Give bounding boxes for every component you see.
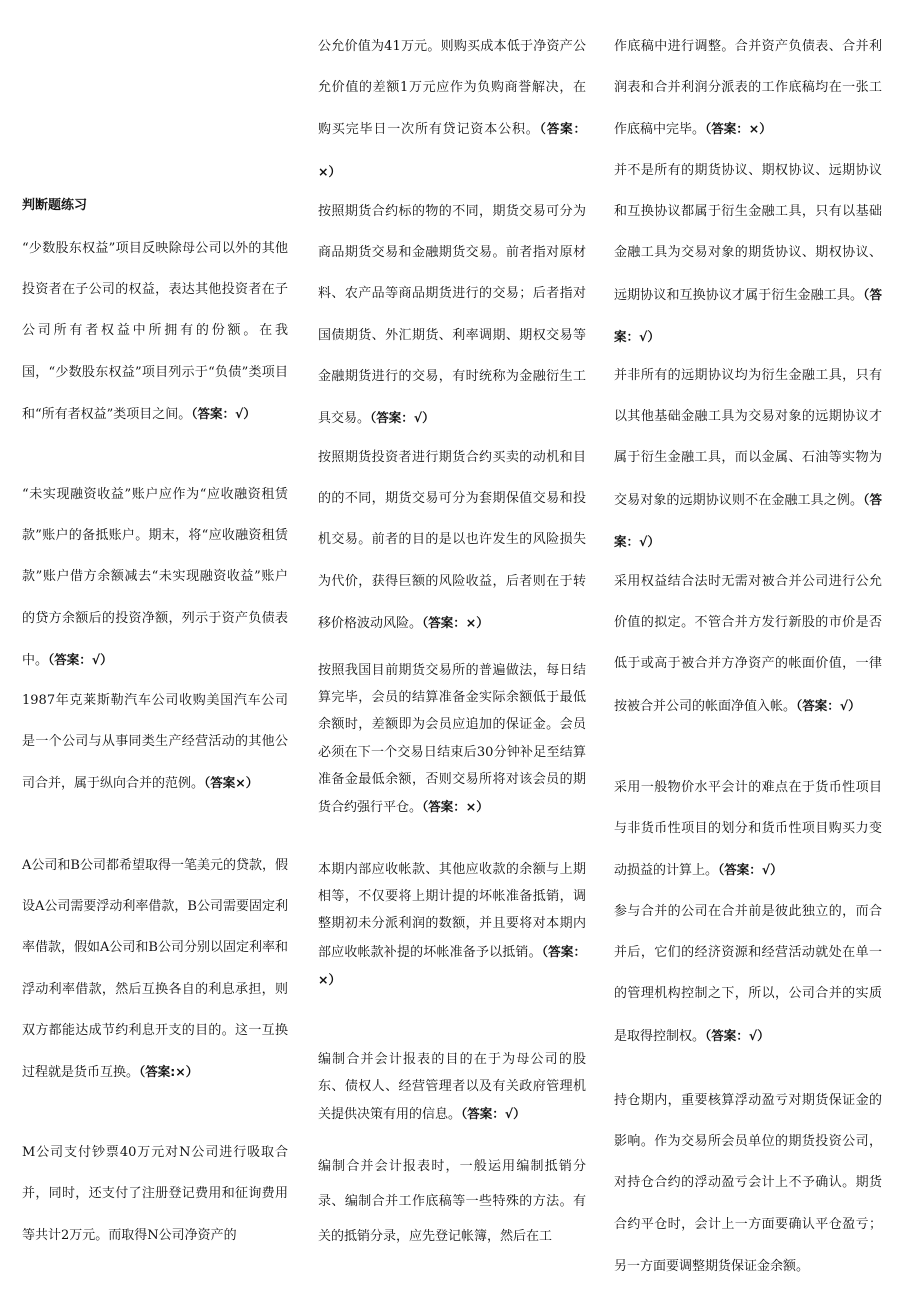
question-text: “少数股东权益”项目反映除母公司以外的其他投资者在子公司的权益，表达其他投资者在子公司所有者权益中所拥有的份额。在我国，“少数股东权益”项目列示于“负债”类项目和“所有者权益”类项目之间。 xyxy=(22,241,288,422)
answer-label: （答案：×） xyxy=(318,943,586,987)
question-item xyxy=(318,26,586,193)
answer-label: （答案：√） xyxy=(705,1027,770,1043)
question-text: 采用权益结合法时无需对被合并公司进行公允价值的拟定。不管合并方发行新股的市价是否低于或高于被合并方净资产的帐面价值，一律按被合并公司的帐面净值入帐。 xyxy=(614,574,882,714)
question-text: 编制合并会计报表时，一般运用编制抵销分录、编制合并工作底稿等一些特殊的方法。有关的抵销分录，应先登记帐簿，然后在工 xyxy=(318,1159,586,1244)
question-item xyxy=(318,1150,586,1255)
answer-label: （答案：×） xyxy=(422,799,489,815)
answer-label: （答案：√） xyxy=(48,651,113,667)
question-text: 按照期货合约标的物的不同，期货交易可分为商品期货交易和金融期货交易。前者指对原材料、农产品等商品期货进行的交易；后者指对国债期货、外汇期货、利率调期、期权交易等金融期货进行的交易，有时统称为金融衍生工具交易。 xyxy=(318,204,586,427)
question-item xyxy=(318,191,586,439)
answer-label: （答案：√） xyxy=(718,862,783,878)
question-item xyxy=(318,437,586,644)
question-item xyxy=(318,657,586,821)
answer-label: （答案×） xyxy=(204,775,259,791)
question-text: 公允价值为41万元。则购买成本低于净资产公允价值的差额1万元应作为负购商誉解决，在购买完毕日一次所有贷记资本公积。 xyxy=(318,39,586,138)
question-item xyxy=(22,474,288,681)
question-text: 参与合并的公司在合并前是彼此独立的，而合并后，它们的经济资源和经营活动就处在单一的管理机构控制之下，所以，公司合并的实质是取得控制权。 xyxy=(614,904,882,1044)
question-item xyxy=(614,767,882,892)
question-text: 并非所有的远期协议均为衍生金融工具，只有以其他基础金融工具为交易对象的远期协议才属于衍生金融工具，而以金属、石油等实物为交易对象的远期协议则不在金融工具之例。 xyxy=(614,368,882,508)
question-text: 按照期货投资者进行期货合约买卖的动机和目的的不同，期货交易可分为套期保值交易和投机交易。前者的目的是以也许发生的风险损失为代价，获得巨额的风险收益，后者则在于转移价格波动风险。 xyxy=(318,450,586,631)
question-item xyxy=(614,1080,882,1287)
question-text: 编制合并会计报表的目的在于为母公司的股东、债权人、经营管理者以及有关政府管理机关提供决策有用的信息。 xyxy=(318,1052,586,1123)
question-item xyxy=(22,228,288,435)
question-text: M公司支付钞票40万元对N公司进行吸取合并，同时，还支付了注册登记费用和征询费用等共计2万元。而取得N公司净资产的 xyxy=(22,1145,288,1244)
question-item xyxy=(614,561,882,727)
question-text: 作底稿中进行调整。合并资产负债表、合并利润表和合并利润分派表的工作底稿均在一张工作底稿中完毕。 xyxy=(614,39,882,138)
question-item xyxy=(614,355,882,563)
question-text: “未实现融资收益”账户应作为“应收融资租赁款”账户的备抵账户。期末，将“应收融资租赁款”账户借方余额减去“未实现融资收益”账户的贷方余额后的投资净额，列示于资产负债表中。 xyxy=(22,487,288,668)
question-text: 持仓期内，重要核算浮动盈亏对期货保证金的影响。作为交易所会员单位的期货投资公司，对持仓合约的浮动盈亏会计上不予确认。期货合约平仓时，会计上一方面要确认平仓盈亏；另一方面要调整期货保证金余额。 xyxy=(614,1093,882,1274)
question-item xyxy=(22,680,288,805)
question-item xyxy=(614,891,882,1057)
answer-label: （答案：√） xyxy=(796,697,861,713)
answer-label: （答案:×） xyxy=(139,1064,199,1080)
answer-label: （答案：√） xyxy=(614,491,882,549)
question-item xyxy=(614,26,882,151)
answer-label: （答案：×） xyxy=(318,121,586,179)
question-item xyxy=(318,856,586,994)
question-text: 并不是所有的期货协议、期权协议、远期协议和互换协议都属于衍生金融工具，只有以基础金融工具为交易对象的期货协议、期权协议、远期协议和互换协议才属于衍生金融工具。 xyxy=(614,163,882,303)
question-item xyxy=(318,1046,586,1129)
question-item xyxy=(614,150,882,358)
answer-label: （答案：√） xyxy=(191,405,256,421)
question-text: 按照我国目前期货交易所的普遍做法，每日结算完毕，会员的结算准备金实际余额低于最低余额时，差额即为会员应追加的保证金。会员必须在下一个交易日结束后30分钟补足至结算准备金最低余额，否则交易所将对该会员的期货合约强行平仓。 xyxy=(318,663,586,816)
question-item xyxy=(22,1132,288,1257)
question-text: A公司和B公司都希望取得一笔美元的贷款，假设A公司需要浮动利率借款，B公司需要固定利率借款，假如A公司和B公司分别以固定利率和浮动利率借款，然后互换各自的利息承担，则双方都能达成节约利息开支的目的。这一互换过程就是货币互换。 xyxy=(22,858,288,1081)
section-heading: 判断题练习 xyxy=(22,198,88,213)
answer-label: （答案：×） xyxy=(422,614,489,630)
answer-label: （答案：√） xyxy=(461,1106,526,1122)
answer-label: （答案：×） xyxy=(705,121,772,137)
question-item xyxy=(22,845,288,1093)
answer-label: （答案：√） xyxy=(370,410,435,426)
question-text: 本期内部应收帐款、其他应收款的余额与上期相等，不仅要将上期计提的坏帐准备抵销，调整期初未分派利润的数额，并且要将对本期内部应收帐款补提的坏帐准备予以抵销。 xyxy=(318,862,586,960)
question-text: 采用一般物价水平会计的难点在于货币性项目与非货币性项目的划分和货币性项目购买力变动损益的计算上。 xyxy=(614,780,882,879)
question-text: 1987年克莱斯勒汽车公司收购美国汽车公司是一个公司与从事同类生产经营活动的其他公司合并，属于纵向合并的范例。 xyxy=(22,693,288,792)
answer-label: （答案：√） xyxy=(614,286,882,344)
